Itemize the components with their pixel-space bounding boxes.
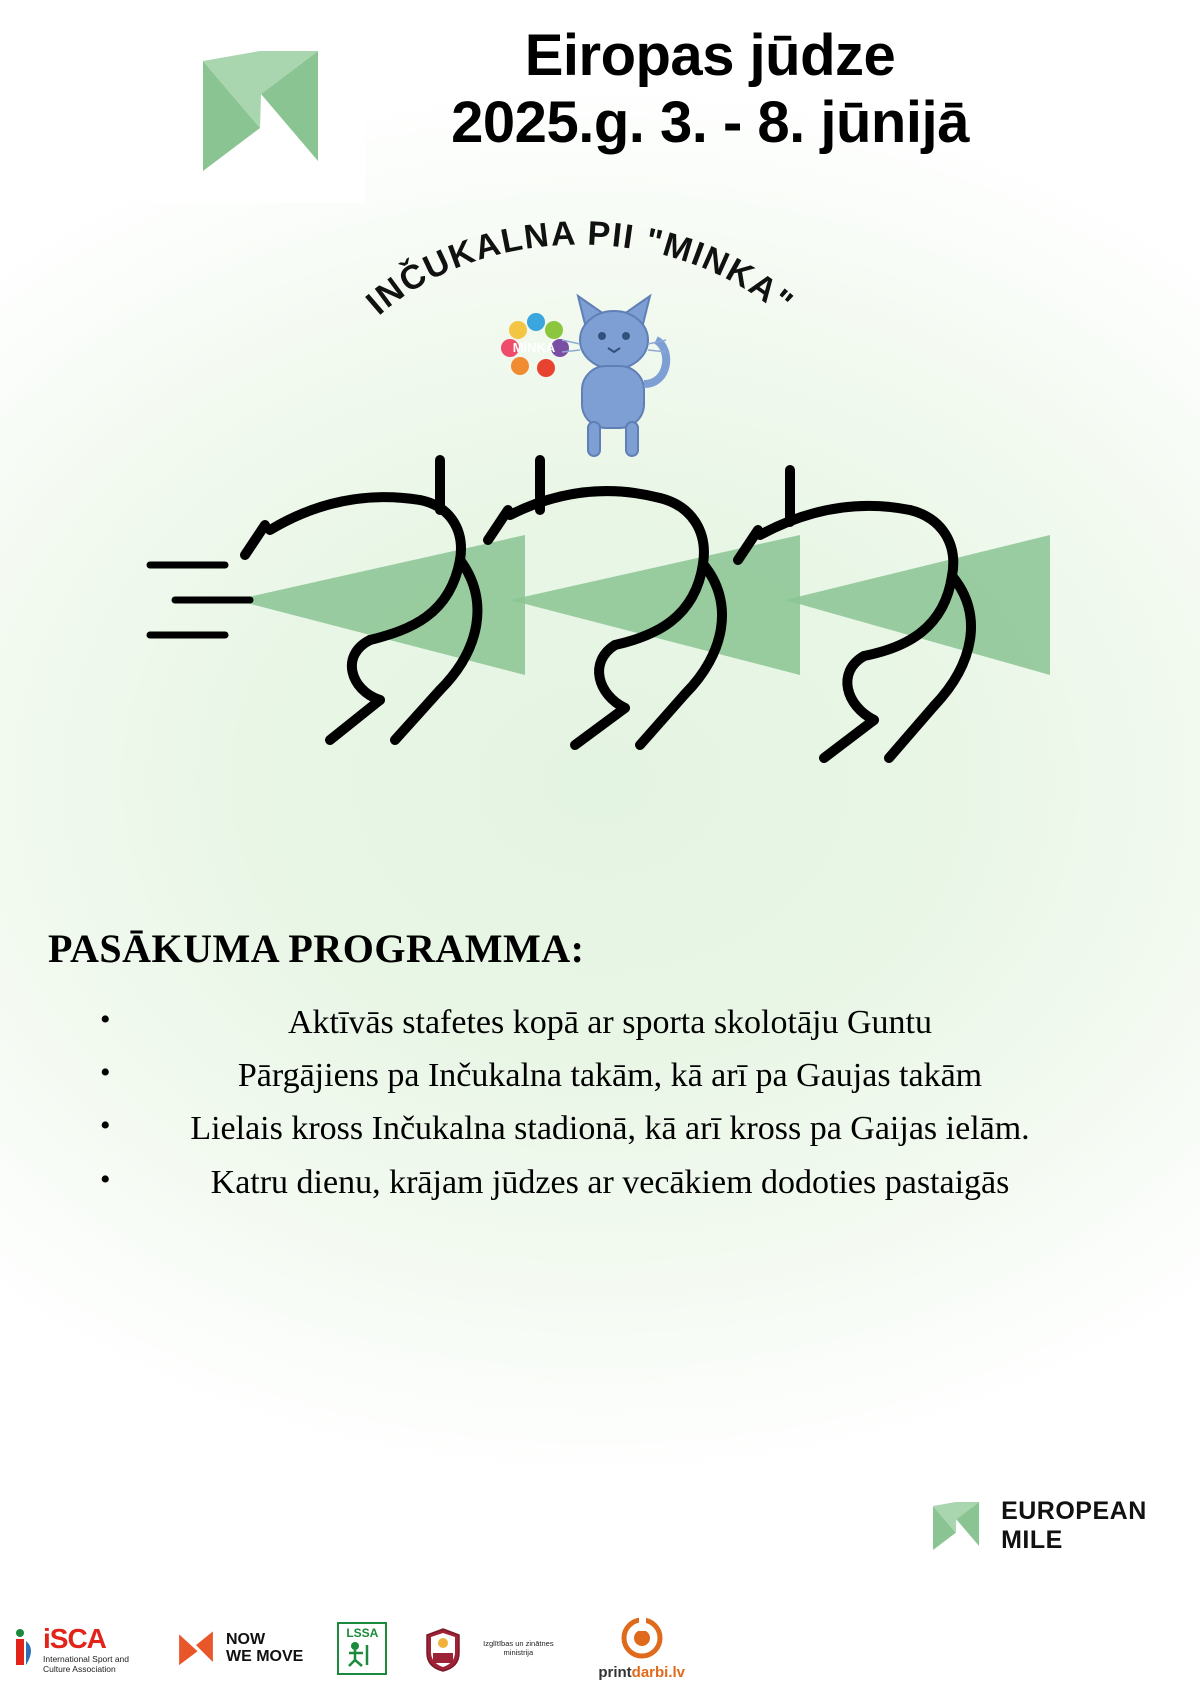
list-bullet: • [100, 1162, 111, 1196]
sponsor-isca [14, 1613, 139, 1685]
list-item [90, 1053, 1100, 1098]
lssa-wordmark: LSSA [346, 1626, 379, 1641]
sponsor-lssa [337, 1613, 387, 1685]
latvia-coat-of-arms-icon [421, 1625, 465, 1673]
arc-text-label: INČUKALNA PII "MINKA" [359, 214, 801, 323]
minka-badge-icon [501, 313, 569, 377]
blue-cat-icon [578, 296, 666, 456]
izm-subtitle: Izglītības un zinātnes ministrija [483, 1638, 554, 1657]
programme-list [90, 1000, 1100, 1213]
lssa-emblem [337, 1622, 387, 1674]
lssa-figure-icon [345, 1641, 379, 1667]
printdarbi-word-accent: darbi.lv [631, 1663, 686, 1681]
european-mile-arrow-logo-icon [168, 36, 348, 186]
nwm-line-1: NOW [226, 1630, 266, 1648]
isca-flame-icon [14, 1629, 36, 1669]
sponsor-now-we-move [173, 1613, 303, 1685]
nwm-arrow-icon [173, 1628, 219, 1670]
title-line-2: 2025.g. 3. - 8. jūnijā [451, 90, 969, 156]
isca-wordmark: iSCA [43, 1622, 106, 1654]
list-item [90, 1160, 1100, 1205]
printdarbi-wordmark [598, 1664, 685, 1681]
list-item-text: Pārgājiens pa Inčukalna takām, kā arī pa Gaujas takām [237, 1057, 983, 1095]
printdarbi-word-dark: print [598, 1663, 632, 1681]
title-line-1: Eiropas jūdze [524, 23, 896, 88]
list-item-text: Lielais kross Inčukalna stadionā, kā arī kross pa Gaijas ielām. [190, 1110, 1030, 1148]
european-mile-arrow-logo-icon [919, 1484, 991, 1568]
list-item-text: Katru dienu, krājam jūdzes ar vecākiem dodoties pastaigās [210, 1163, 1010, 1201]
isca-subtitle: International Sport and Culture Association [43, 1653, 130, 1674]
runners-illustration [120, 440, 1050, 840]
sponsor-strip [0, 1600, 1200, 1697]
list-bullet: • [100, 1003, 111, 1036]
minka-badge-text: MINKA [512, 340, 556, 355]
list-item [90, 1106, 1100, 1151]
sponsor-printdarbi [598, 1613, 685, 1685]
now-we-move-wordmark [226, 1632, 303, 1666]
european-mile-label: EUROPEAN MILE [1001, 1497, 1147, 1554]
sponsor-izm [421, 1613, 564, 1685]
list-bullet: • [100, 1109, 111, 1143]
programme-title: PASĀKUMA PROGRAMMA: [48, 926, 585, 971]
nwm-line-2: WE MOVE [226, 1647, 304, 1665]
list-item-text: Aktīvās stafetes kopā ar sporta skolotāju Guntu [288, 1004, 932, 1041]
page-title [330, 22, 1090, 157]
list-item [90, 1000, 1100, 1045]
list-bullet: • [100, 1056, 111, 1090]
printdarbi-circle-icon [621, 1617, 663, 1659]
european-mile-badge [905, 1470, 1177, 1582]
